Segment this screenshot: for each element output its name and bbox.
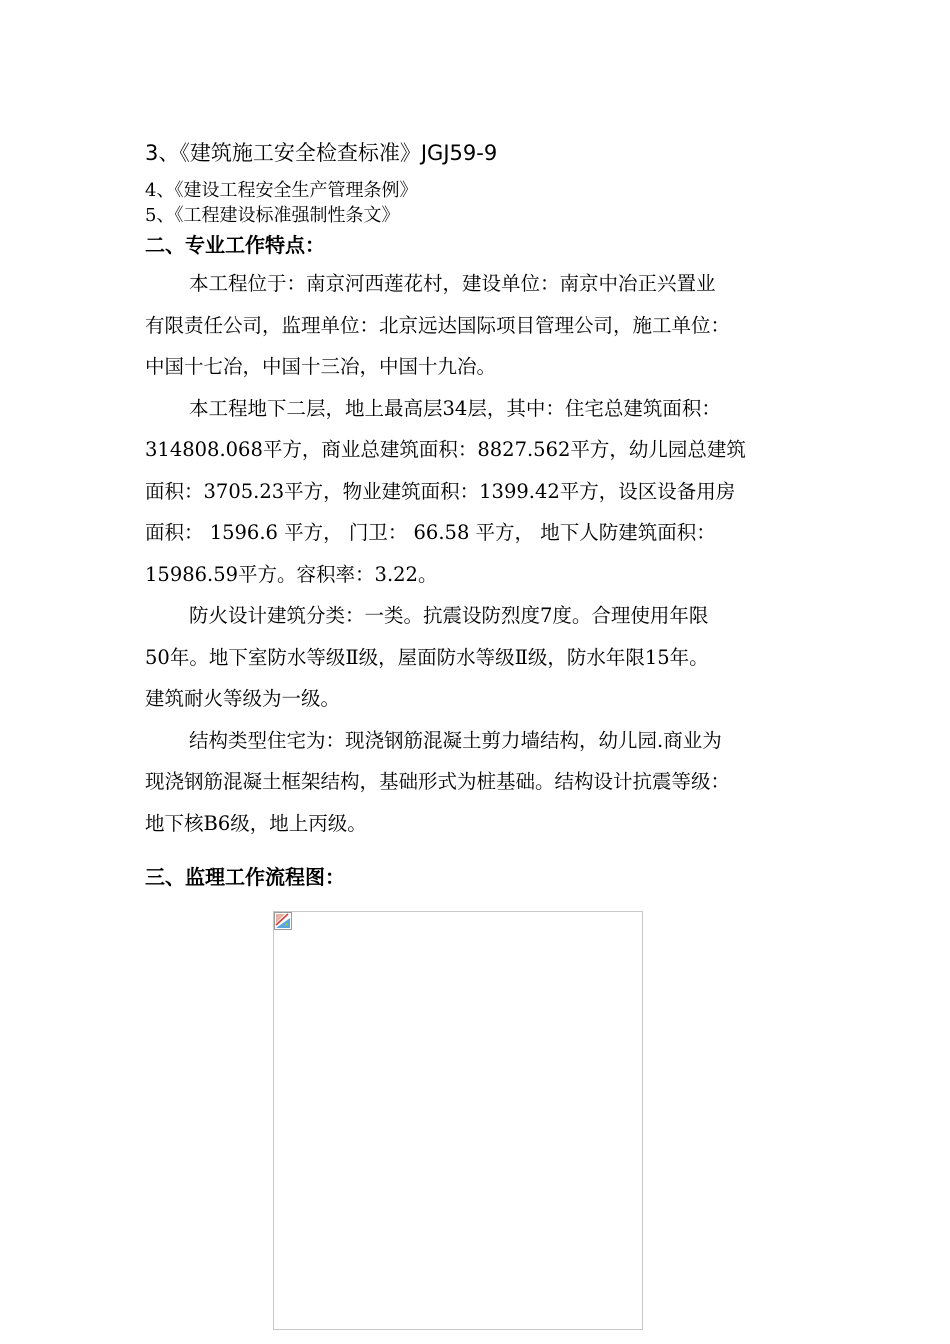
reference-item-5: 5、《工程建设标准强制性条文》 xyxy=(145,205,400,226)
paragraph-line: 有限责任公司，监理单位：北京远达国际项目管理公司，施工单位： xyxy=(145,314,731,337)
paragraph-line: 建筑耐火等级为一级。 xyxy=(145,687,341,710)
paragraph-line: 地下核B6级，地上丙级。 xyxy=(145,812,367,835)
paragraph-line: 中国十七冶，中国十三冶，中国十九冶。 xyxy=(145,355,497,378)
paragraph-line: 现浇钢筋混凝土框架结构，基础形式为桩基础。结构设计抗震等级： xyxy=(145,770,731,793)
paragraph-line: 15986.59平方。容积率：3.22。 xyxy=(145,563,438,586)
reference-item-4: 4、《建设工程安全生产管理条例》 xyxy=(145,180,418,201)
reference-item-3: 3、《建筑施工安全检查标准》JGJ59-9 xyxy=(145,141,498,165)
paragraph-line: 50年。地下室防水等级Ⅱ级，屋面防水等级Ⅱ级，防水年限15年。 xyxy=(145,646,709,669)
section-heading-work-characteristics: 二、专业工作特点： xyxy=(145,233,325,257)
paragraph-line: 结构类型住宅为：现浇钢筋混凝土剪力墙结构，幼儿园.商业为 xyxy=(189,729,722,752)
broken-image-icon xyxy=(274,912,292,930)
paragraph-line: 本工程地下二层，地上最高层34层，其中：住宅总建筑面积： xyxy=(189,397,721,420)
paragraph-line: 面积：3705.23平方，物业建筑面积：1399.42平方，设区设备用房 xyxy=(145,480,736,503)
flowchart-image-placeholder xyxy=(273,911,643,1330)
paragraph-line: 防火设计建筑分类：一类。抗震设防烈度7度。合理使用年限 xyxy=(189,604,709,627)
section-heading-workflow-chart: 三、监理工作流程图： xyxy=(145,865,345,889)
paragraph-line: 面积： 1596.6 平方， 门卫： 66.58 平方， 地下人防建筑面积： xyxy=(145,521,716,544)
paragraph-line: 314808.068平方，商业总建筑面积：8827.562平方，幼儿园总建筑 xyxy=(145,438,746,461)
paragraph-line: 本工程位于：南京河西莲花村，建设单位：南京中冶正兴置业 xyxy=(189,272,716,295)
